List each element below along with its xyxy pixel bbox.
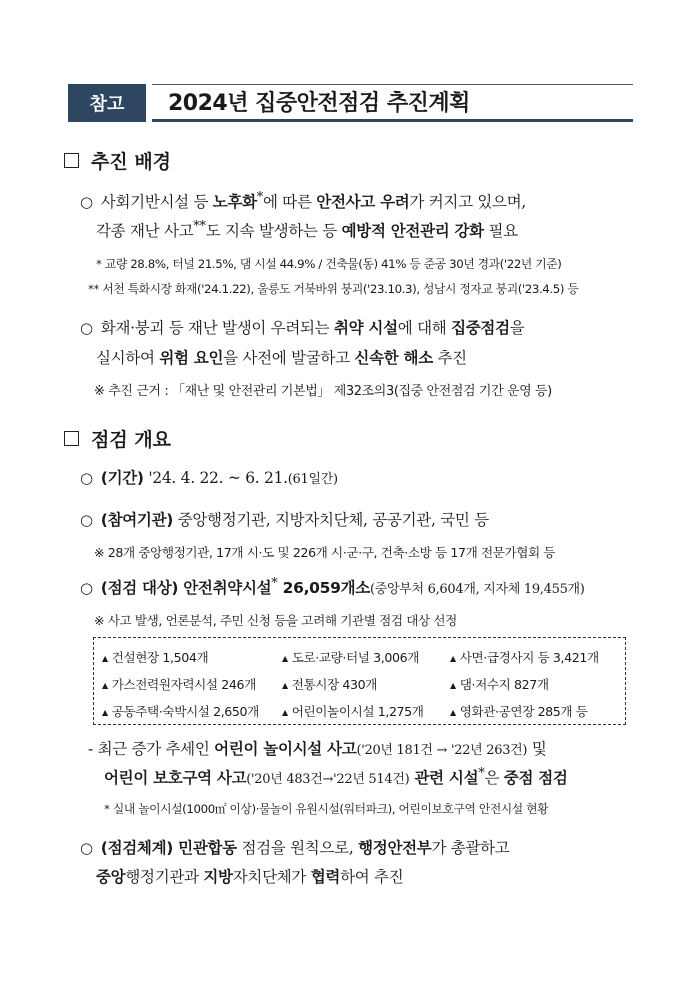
text-bold: 취약 시설 <box>333 319 398 337</box>
text-small: ('20년 483건→'22년 514건) <box>246 772 410 788</box>
trend-continuation <box>104 766 568 788</box>
text-small: (61일간) <box>287 472 338 487</box>
label-bold: (기간) <box>100 469 144 487</box>
bullet-intensive-inspection <box>80 316 524 338</box>
label-bold: (점검체계) <box>100 839 174 857</box>
target-label: 공동주택·숙박시설 2,650개 <box>111 704 259 719</box>
text-bold: 어린이 보호구역 사고 <box>104 769 247 788</box>
text: 실시하여 <box>96 349 160 367</box>
text: 을 <box>509 319 525 337</box>
text-bold: 관련 시설 <box>409 769 479 788</box>
text: 행정기관과 <box>125 868 204 886</box>
text: 필요 <box>483 222 518 241</box>
bullet-continuation <box>96 219 518 241</box>
triangle-bullet-icon: ▲ <box>102 708 108 717</box>
text: 중앙행정기관, 지방자치단체, 공공기관, 국민 등 <box>173 511 489 529</box>
text: 각종 재난 사고 <box>96 222 194 241</box>
target-item <box>102 674 256 693</box>
text: 가 커지고 있으며, <box>409 193 527 212</box>
target-label: 댐·저수지 827개 <box>459 677 549 692</box>
triangle-bullet-icon: ▲ <box>102 681 108 690</box>
target-facilities-box <box>93 637 626 725</box>
footnote-disasters: ** 서천 특화시장 화재('24.1.22), 울릉도 거북바위 붕괴('23.10.3), 성남시 정자교 붕괴('23.4.5) 등 <box>88 282 579 296</box>
triangle-bullet-icon: ▲ <box>450 708 456 717</box>
triangle-bullet-icon: ▲ <box>282 654 288 663</box>
label-bold: (점검 대상) <box>100 579 179 598</box>
circle-bullet-icon: ○ <box>80 469 93 487</box>
text: 가 총괄하고 <box>431 839 510 857</box>
bullet-system <box>80 836 509 858</box>
participants-note: ※ 28개 중앙행정기관, 17개 시·도 및 226개 시·군·구, 건축·소방 등 17개 전문가협회 등 <box>94 545 556 560</box>
section-heading-background <box>64 147 171 174</box>
text-bold: 집중점검 <box>451 319 510 337</box>
text: 및 <box>527 740 547 758</box>
bullet-infrastructure-aging <box>80 190 526 212</box>
triangle-bullet-icon: ▲ <box>450 681 456 690</box>
text-bold: 노후화 <box>212 193 257 212</box>
target-item <box>450 674 549 693</box>
target-item <box>450 647 599 666</box>
section-heading-overview <box>64 425 171 452</box>
bullet-participants <box>80 508 489 530</box>
reference-tag: 참고 <box>68 84 146 122</box>
target-item <box>282 701 424 720</box>
section-title: 점검 개요 <box>91 429 172 451</box>
label-bold: (참여기관) <box>100 511 174 529</box>
triangle-bullet-icon: ▲ <box>450 654 456 663</box>
text: 에 따른 <box>263 193 317 212</box>
target-label: 어린이놀이시설 1,275개 <box>291 704 424 719</box>
target-label: 영화관·공연장 285개 등 <box>459 704 588 719</box>
text: - 최근 증가 추세인 <box>88 740 215 758</box>
bullet-continuation <box>96 346 467 368</box>
target-item <box>282 647 419 666</box>
footnote-mark: * <box>478 766 485 781</box>
text: 사회기반시설 등 <box>100 193 213 212</box>
text: 점검을 원칙으로, <box>236 839 359 857</box>
target-label: 건설현장 1,504개 <box>111 650 209 665</box>
footnote-aging-stats: * 교량 28.8%, 터널 21.5%, 댐 시설 44.9% / 건축물(동) 41% 등 준공 30년 경과('22년 기준) <box>96 257 562 271</box>
triangle-bullet-icon: ▲ <box>102 654 108 663</box>
legal-basis-note: ※ 추진 근거 : 「재난 및 안전관리 기본법」 제32조의3(집중 안전점검 기간 운영 등) <box>94 384 552 399</box>
target-item <box>102 701 259 720</box>
text: 도 지속 발생하는 등 <box>205 222 342 241</box>
text: 을 사전에 발굴하고 <box>223 349 355 367</box>
text: 자치단체가 <box>232 868 311 886</box>
text-bold: 어린이 놀이시설 사고 <box>214 740 357 758</box>
text-bold: 예방적 안전관리 강화 <box>341 222 484 241</box>
target-item <box>102 647 208 666</box>
bullet-period <box>80 466 338 488</box>
text-bold: 위험 요인 <box>159 349 224 367</box>
text: 추진 <box>432 349 467 367</box>
text: 에 대해 <box>397 319 452 337</box>
text-bold: 민관합동 <box>173 839 237 857</box>
page-title: 2024년 집중안전점검 추진계획 <box>168 91 470 116</box>
circle-bullet-icon: ○ <box>80 579 93 598</box>
text-bold: 지방 <box>203 868 233 886</box>
text-bold: 협력 <box>310 868 341 886</box>
checkbox-icon <box>64 431 79 446</box>
circle-bullet-icon: ○ <box>80 193 93 212</box>
section-title: 추진 배경 <box>91 151 172 173</box>
target-label: 사면·급경사지 등 3,421개 <box>459 650 599 665</box>
text-bold: 신속한 해소 <box>354 349 433 367</box>
target-label: 도로·교량·터널 3,006개 <box>291 650 419 665</box>
text-bold: 행정안전부 <box>358 839 432 857</box>
text: 화재·붕괴 등 재난 발생이 우려되는 <box>100 319 334 337</box>
checkbox-icon <box>64 153 79 168</box>
text-bold: 중앙 <box>96 868 126 886</box>
targets-note: ※ 사고 발생, 언론분석, 주민 신청 등을 고려해 기관별 점검 대상 선정 <box>94 613 457 628</box>
text-bold: 중점 점검 <box>503 769 568 788</box>
footnote-mark: ** <box>193 219 206 234</box>
text-small: ('20년 181건 → '22년 263건) <box>356 743 528 758</box>
target-label: 전통시장 430개 <box>291 677 378 692</box>
text-bold: 안전사고 우려 <box>316 193 410 212</box>
text: 하여 추진 <box>340 868 404 886</box>
text-bold: 26,059개소 <box>277 579 370 598</box>
system-continuation <box>96 865 403 887</box>
text: '24. 4. 22. ~ 6. 21. <box>143 469 288 487</box>
text-small: (중앙부처 6,604개, 지자체 19,455개) <box>369 582 585 598</box>
footnote-mark: * <box>256 190 263 205</box>
target-item <box>450 701 588 720</box>
trend-footnote: * 실내 놀이시설(1000㎡ 이상)·물놀이 유원시설(워터파크), 어린이보호구역 안전시설 현황 <box>104 802 549 816</box>
footnote-mark: * <box>271 576 278 591</box>
circle-bullet-icon: ○ <box>80 511 93 529</box>
circle-bullet-icon: ○ <box>80 319 93 337</box>
triangle-bullet-icon: ▲ <box>282 681 288 690</box>
title-rule-top <box>152 84 633 85</box>
triangle-bullet-icon: ▲ <box>282 708 288 717</box>
bullet-targets <box>80 576 585 598</box>
target-item <box>282 674 377 693</box>
target-label: 가스전력원자력시설 246개 <box>111 677 256 692</box>
text: 은 <box>484 769 504 788</box>
text-bold: 안전취약시설 <box>178 579 272 598</box>
title-bar <box>68 84 633 122</box>
circle-bullet-icon: ○ <box>80 839 93 857</box>
title-rule-bottom <box>152 119 633 122</box>
trend-line <box>88 737 547 759</box>
